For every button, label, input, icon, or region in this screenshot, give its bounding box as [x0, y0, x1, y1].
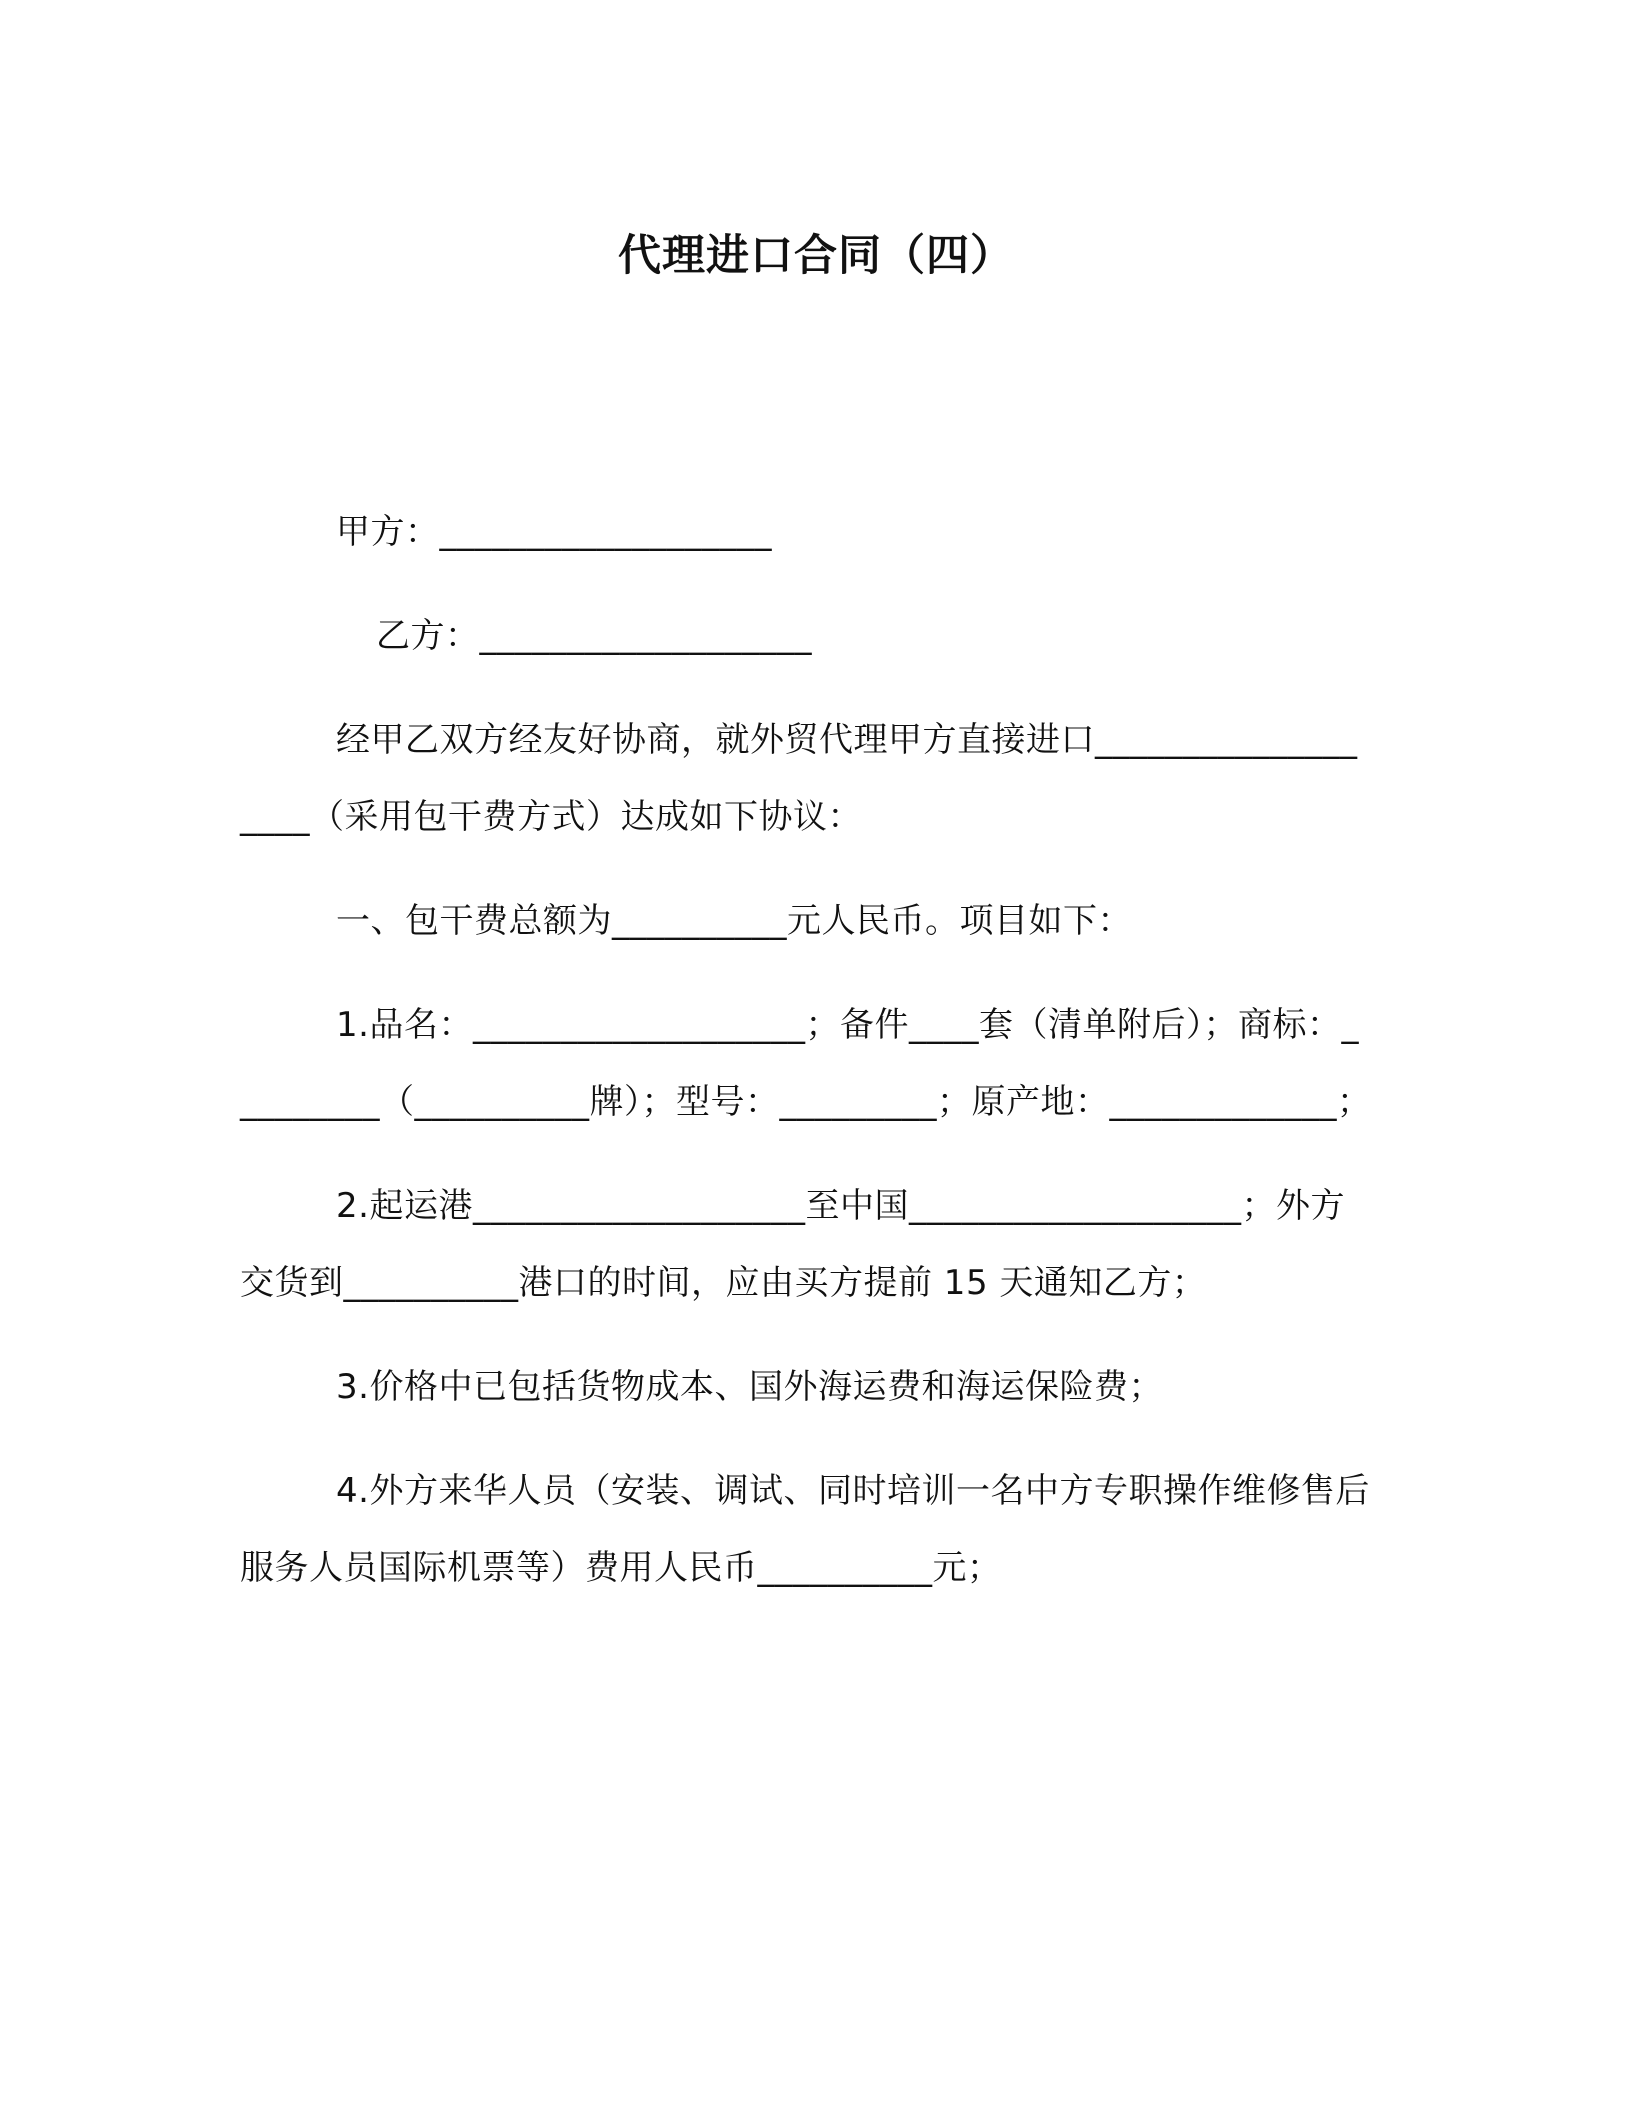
clause-1-paragraph: 一、包干费总额为__________元人民币。项目如下： — [336, 901, 1132, 941]
item-1-paragraph: 1.品名：___________________；备件____套（清单附后）；商标：_________（__________牌）；型号：_________；原产地：_____________； — [240, 1005, 1372, 1122]
party-b-line: 乙方：___________________ — [376, 616, 812, 656]
item-2-paragraph: 2.起运港___________________至中国___________________；外方交货到__________港口的时间，应由买方提前 15 天通知乙方； — [240, 1186, 1345, 1303]
item-3-paragraph: 3.价格中已包括货物成本、国外海运费和海运保险费； — [336, 1367, 1163, 1407]
party-a-line: 甲方：___________________ — [336, 512, 772, 552]
item-4-paragraph: 4.外方来华人员（安装、调试、同时培训一名中方专职操作维修售后服务人员国际机票等）费用人民币__________元； — [240, 1471, 1370, 1588]
document-body — [240, 494, 1372, 1634]
document-title: 代理进口合同（四） — [618, 231, 1014, 281]
intro-paragraph: 经甲乙双方经友好协商，就外贸代理甲方直接进口___________________（采用包干费方式）达成如下协议： — [240, 720, 1358, 837]
